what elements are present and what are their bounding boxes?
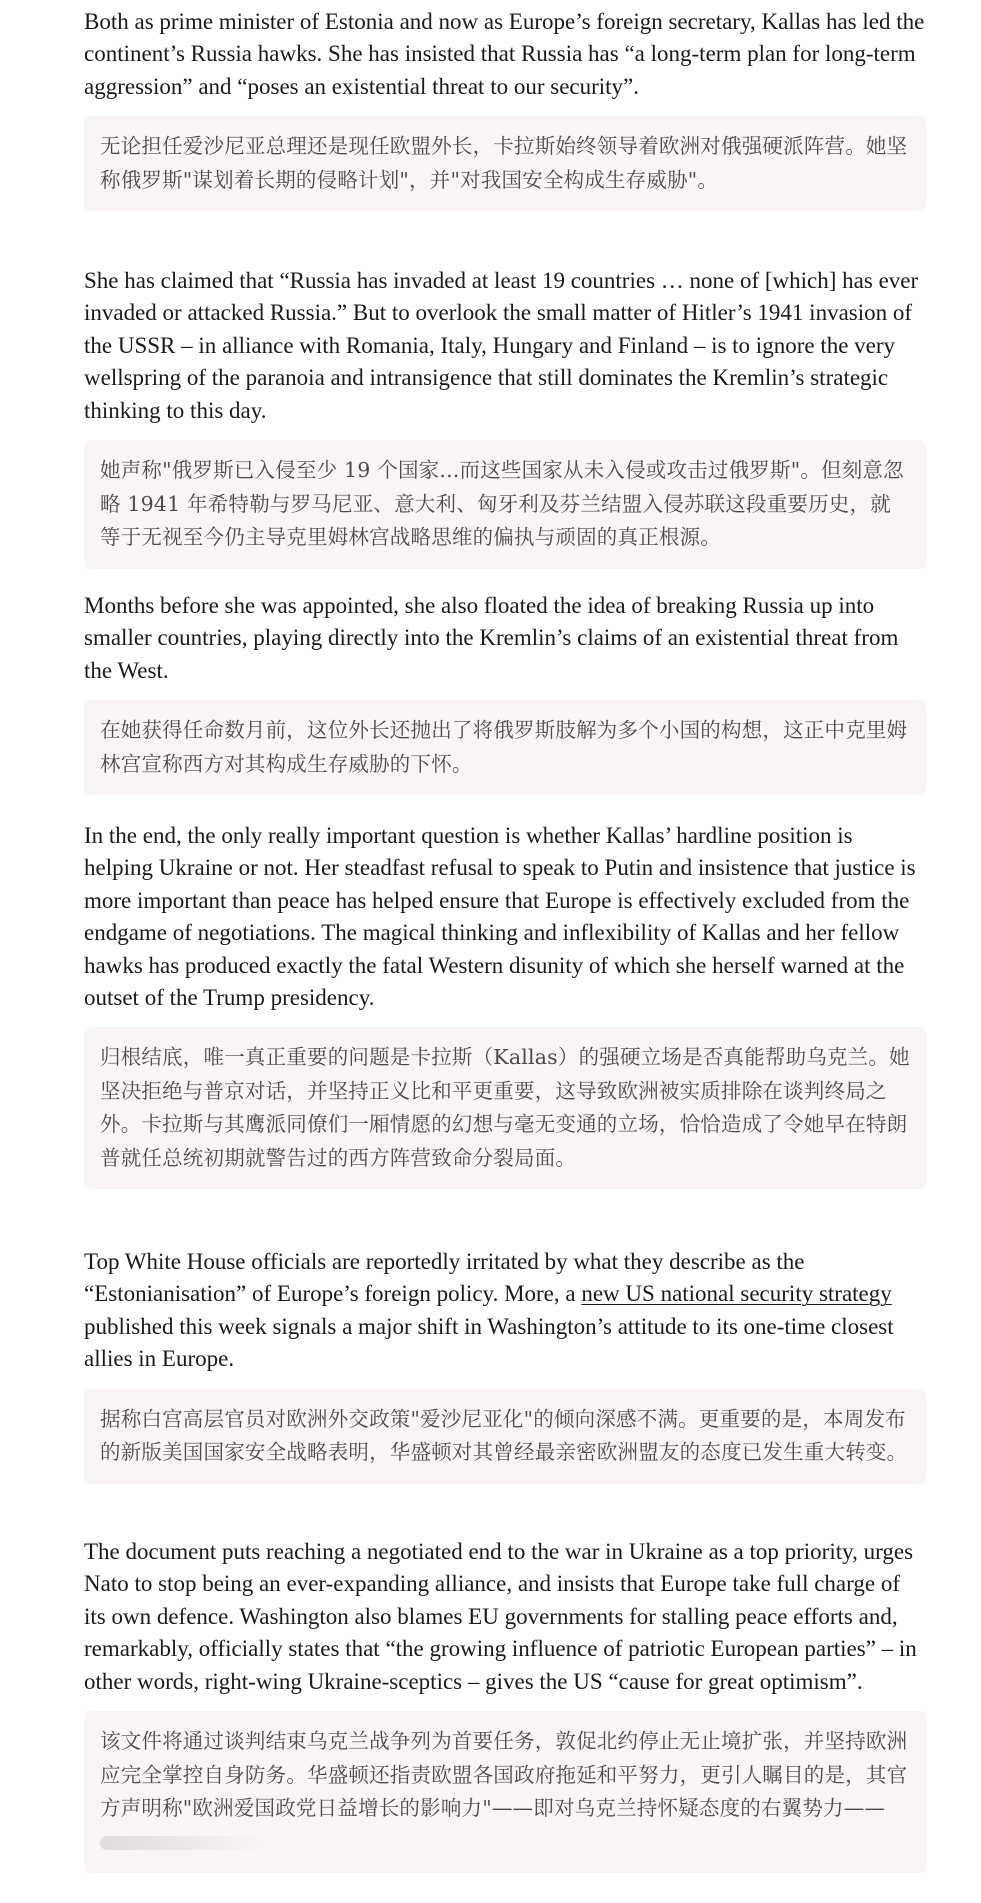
chinese-text: 该文件将通过谈判结束乌克兰战争列为首要任务，敦促北约停止无止境扩张，并坚持欧洲应完全掌控自身防务。华盛顿还指责欧盟各国政府拖延和平努力，更引人瞩目的是，其官方声明称"欧洲爱国政党日益增长的影响力"——即对乌克兰持怀疑态度的右翼势力——: [100, 1729, 908, 1821]
paragraph-block-4: [84, 820, 926, 1189]
paragraph-block-6: [84, 1536, 926, 1873]
paragraph-block-2: [84, 265, 926, 569]
english-paragraph: The document puts reaching a negotiated end to the war in Ukraine as a top priority, urges Nato to stop being an ever-expanding alliance, and insists that Europe take full charge of its own defence. Washington also blames EU governments for stalling peace efforts and, remarkably, officially states that “the growing influence of patriotic European parties” – in other words, right-wing Ukraine-sceptics – gives the US “cause for great optimism”.: [84, 1539, 917, 1694]
chinese-translation: 归根结底，唯一真正重要的问题是卡拉斯（Kallas）的强硬立场是否真能帮助乌克兰。她坚决拒绝与普京对话，并坚持正义比和平更重要，这导致欧洲被实质排除在谈判终局之外。卡拉斯与其鹰派同僚们一厢情愿的幻想与毫无变通的立场，恰恰造成了令她早在特朗普就任总统初期就警告过的西方阵营致命分裂局面。: [84, 1027, 926, 1189]
paragraph-block-5: [84, 1246, 926, 1484]
chinese-translation: [84, 1711, 926, 1873]
english-paragraph: [84, 1246, 926, 1376]
chinese-translation: 据称白宫高层官员对欧洲外交政策"爱沙尼亚化"的倾向深感不满。更重要的是，本周发布的新版美国国家安全战略表明，华盛顿对其曾经最亲密欧洲盟友的态度已发生重大转变。: [84, 1389, 926, 1484]
paragraph-block-1: [84, 6, 926, 211]
chinese-translation: 她声称"俄罗斯已入侵至少 19 个国家...而这些国家从未入侵或攻击过俄罗斯"。但刻意忽略 1941 年希特勒与罗马尼亚、意大利、匈牙利及芬兰结盟入侵苏联这段重要历史，就等于无视至今仍主导克里姆林宫战略思维的偏执与顽固的真正根源。: [84, 440, 926, 569]
english-paragraph: She has claimed that “Russia has invaded at least 19 countries … none of [which] has ever invaded or attacked Russia.” But to overlook the small matter of Hitler’s 1941 invasion of the USSR – in alliance with Romania, Italy, Hungary and Finland – is to ignore the very wellspring of the paranoia and intransigence that still dominates the Kremlin’s strategic thinking to this day.: [84, 268, 919, 423]
english-paragraph: Both as prime minister of Estonia and now as Europe’s foreign secretary, Kallas has led the continent’s Russia hawks. She has insisted that Russia has “a long-term plan for long-term aggression” and “poses an existential threat to our security”.: [84, 9, 925, 99]
english-paragraph: In the end, the only really important question is whether Kallas’ hardline position is helping Ukraine or not. Her steadfast refusal to speak to Putin and insistence that justice is more important than peace has helped ensure that Europe is effectively excluded from the endgame of negotiations. The magical thinking and inflexibility of Kallas and her fellow hawks has produced exactly the fatal Western disunity of which she herself warned at the outset of the Trump presidency.: [84, 823, 916, 1011]
chinese-translation: 在她获得任命数月前，这位外长还抛出了将俄罗斯肢解为多个小国的构想，这正中克里姆林宫宣称西方对其构成生存威胁的下怀。: [84, 700, 926, 795]
text-segment: Top White House officials are reportedly irritated by what they describe as the “Estonianisation” of Europe’s foreign policy. More, a: [84, 1249, 805, 1307]
paragraph-block-3: [84, 590, 926, 795]
chinese-translation: 无论担任爱沙尼亚总理还是现任欧盟外长，卡拉斯始终领导着欧洲对俄强硬派阵营。她坚称俄罗斯"谋划着长期的侵略计划"，并"对我国安全构成生存威胁"。: [84, 116, 926, 211]
national-security-strategy-link[interactable]: new US national security strategy: [581, 1281, 892, 1307]
text-segment: published this week signals a major shift in Washington’s attitude to its one-time closest allies in Europe.: [84, 1313, 894, 1372]
english-paragraph: Months before she was appointed, she also floated the idea of breaking Russia up into smaller countries, playing directly into the Kremlin’s claims of an existential threat from the West.: [84, 593, 899, 683]
truncation-fade: [100, 1836, 270, 1850]
